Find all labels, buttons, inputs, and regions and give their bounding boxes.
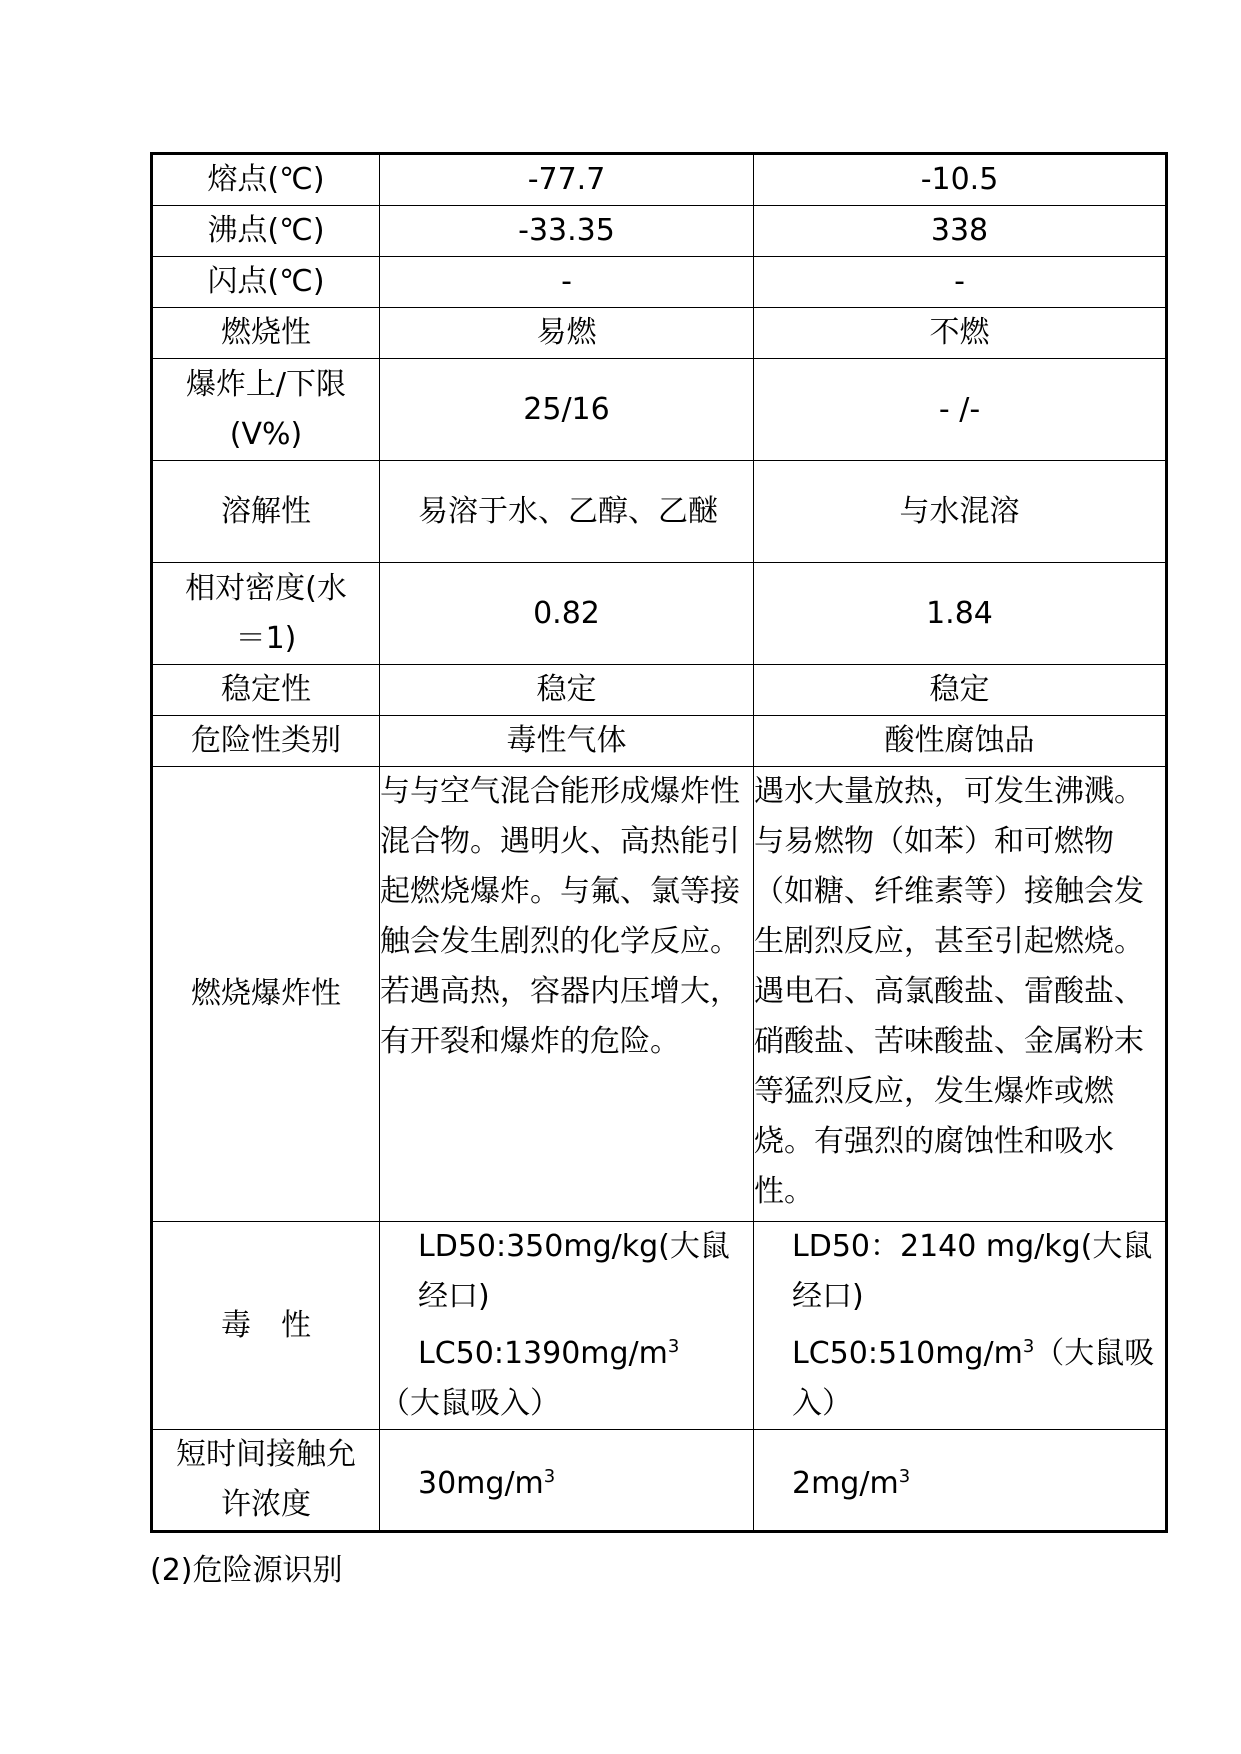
section-heading: (2)危险源识别 xyxy=(150,1553,343,1588)
cell-acid: -10.5 xyxy=(754,154,1167,206)
lc50: LC50:1390mg/m xyxy=(418,1336,668,1371)
cell-ammonia: -77.7 xyxy=(380,154,754,206)
cell-acid: - xyxy=(754,257,1167,308)
table-row xyxy=(152,154,1167,206)
row-label: 危险性类别 xyxy=(152,716,380,767)
table-row xyxy=(152,206,1167,257)
cell-acid: 1.84 xyxy=(754,563,1167,665)
value: 30mg/m xyxy=(418,1465,544,1501)
cell-ammonia: - xyxy=(380,257,754,308)
ld50: LD50:350mg/kg(大鼠经口) xyxy=(418,1229,730,1314)
row-label: 爆炸上/下限(V%) xyxy=(152,359,380,461)
cell-acid: 酸性腐蚀品 xyxy=(754,716,1167,767)
cell-acid: - /- xyxy=(754,359,1167,461)
table-row xyxy=(152,665,1167,716)
row-label: 相对密度(水＝1) xyxy=(152,563,380,665)
cell-ammonia: 稳定 xyxy=(380,665,754,716)
row-label: 燃烧性 xyxy=(152,308,380,359)
row-label: 短时间接触允许浓度 xyxy=(152,1430,380,1532)
table-row xyxy=(152,461,1167,563)
lc50: LC50:510mg/m xyxy=(792,1336,1023,1371)
value: 2mg/m xyxy=(792,1465,899,1501)
cell-ammonia: 0.82 xyxy=(380,563,754,665)
note: （大鼠吸入） xyxy=(792,1336,1155,1421)
table-row xyxy=(152,716,1167,767)
cell-ammonia: 易燃 xyxy=(380,308,754,359)
superscript: 3 xyxy=(898,1465,911,1487)
properties-table xyxy=(150,152,1168,1533)
table-row xyxy=(152,359,1167,461)
cell-ammonia: 毒性气体 xyxy=(380,716,754,767)
row-label: 沸点(℃) xyxy=(152,206,380,257)
cell-ammonia: 易溶于水、乙醇、乙醚 xyxy=(380,461,754,563)
cell-acid: 遇水大量放热，可发生沸溅。与易燃物（如苯）和可燃物（如糖、纤维素等）接触会发生剧烈反应，甚至引起燃烧。遇电石、高氯酸盐、雷酸盐、硝酸盐、苦味酸盐、金属粉末等猛烈反应，发生爆炸或燃烧。有强烈的腐蚀性和吸水性。 xyxy=(754,767,1167,1222)
table-row xyxy=(152,257,1167,308)
cell-ammonia: -33.35 xyxy=(380,206,754,257)
cell-acid: 不燃 xyxy=(754,308,1167,359)
table-row xyxy=(152,1222,1167,1430)
cell-ammonia xyxy=(380,1430,754,1532)
row-label: 稳定性 xyxy=(152,665,380,716)
superscript: 3 xyxy=(543,1465,556,1487)
ld50: LD50：2140 mg/kg(大鼠经口) xyxy=(792,1229,1153,1314)
table-row xyxy=(152,767,1167,1222)
table-row xyxy=(152,308,1167,359)
cell-acid: 与水混溶 xyxy=(754,461,1167,563)
row-label: 燃烧爆炸性 xyxy=(152,767,380,1222)
cell-acid: 338 xyxy=(754,206,1167,257)
row-label: 闪点(℃) xyxy=(152,257,380,308)
table-row xyxy=(152,1430,1167,1532)
cell-ammonia: 25/16 xyxy=(380,359,754,461)
note: （大鼠吸入） xyxy=(380,1386,560,1421)
cell-ammonia: 与与空气混合能形成爆炸性混合物。遇明火、高热能引起燃烧爆炸。与氟、氯等接触会发生剧烈的化学反应。若遇高热，容器内压增大，有开裂和爆炸的危险。 xyxy=(380,767,754,1222)
row-label: 溶解性 xyxy=(152,461,380,563)
cell-acid xyxy=(754,1222,1167,1430)
cell-ammonia xyxy=(380,1222,754,1430)
cell-acid: 稳定 xyxy=(754,665,1167,716)
row-label: 熔点(℃) xyxy=(152,154,380,206)
superscript: 3 xyxy=(667,1336,680,1357)
table-row xyxy=(152,563,1167,665)
superscript: 3 xyxy=(1022,1336,1035,1357)
cell-acid xyxy=(754,1430,1167,1532)
row-label: 毒 性 xyxy=(152,1222,380,1430)
